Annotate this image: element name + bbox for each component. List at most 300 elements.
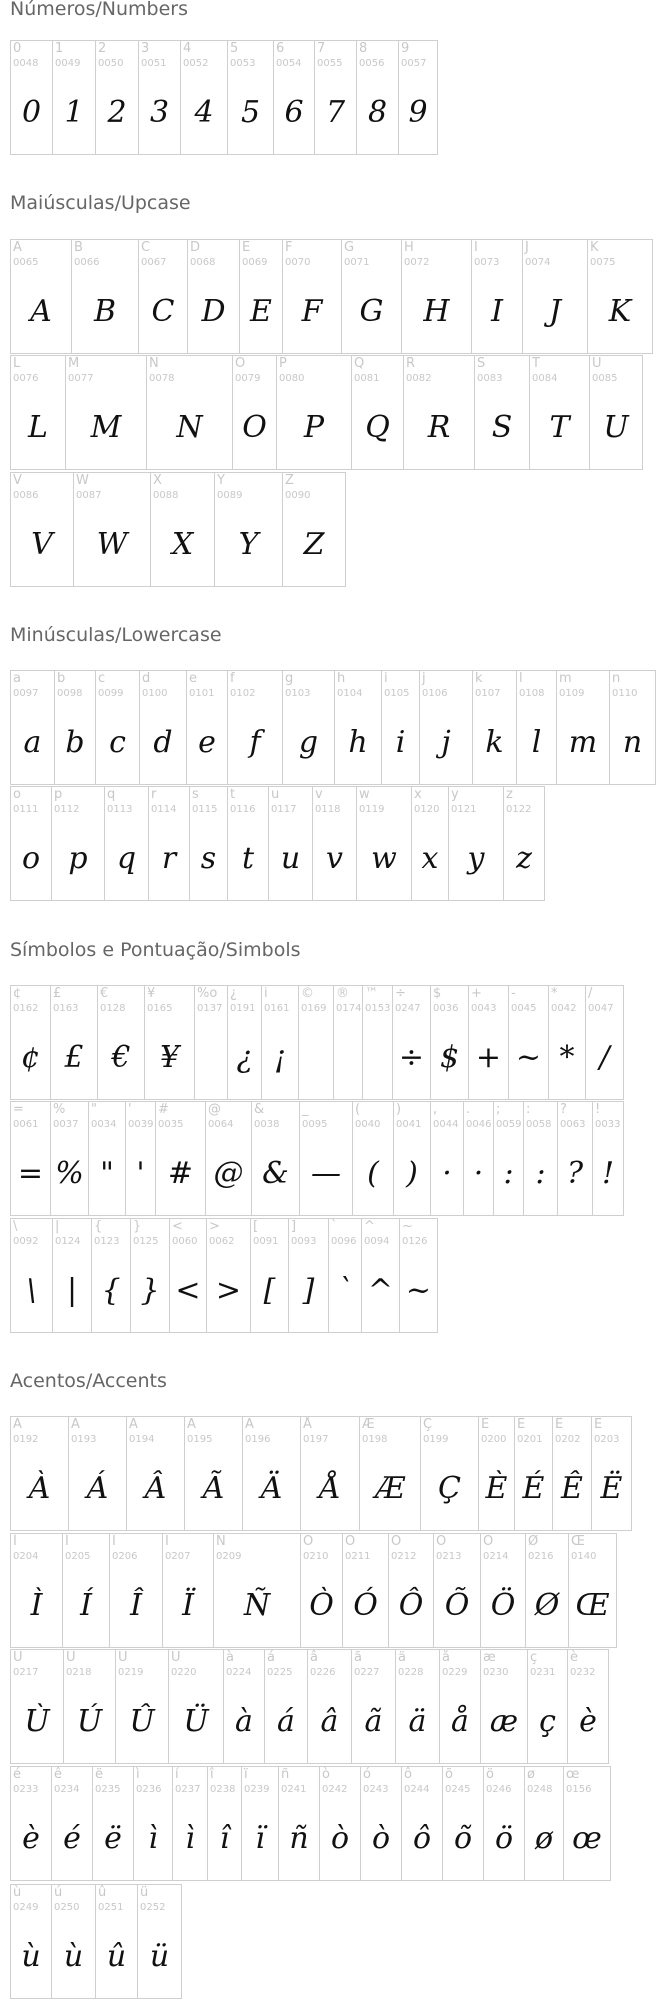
character-code: 0220: [171, 1667, 197, 1678]
glyph-preview: è: [579, 1704, 597, 1739]
glyph-cell: [557, 1101, 593, 1216]
character-label: Î: [112, 1534, 116, 1549]
glyph-preview: Û: [129, 1704, 155, 1739]
character-code: 0042: [551, 1003, 577, 1014]
glyph-cell: [361, 1218, 400, 1333]
glyph-preview: ¥: [159, 1040, 180, 1075]
character-label: Ñ: [216, 1534, 226, 1549]
glyph-cell: [10, 1533, 63, 1648]
character-label: ì: [136, 1767, 140, 1782]
character-code: 0035: [158, 1119, 184, 1130]
character-label: >: [209, 1219, 220, 1234]
glyph-cell: [585, 985, 624, 1100]
character-label: Á: [71, 1417, 80, 1432]
glyph-cell: [162, 1533, 214, 1648]
character-label: G: [344, 240, 355, 255]
glyph-cell: [232, 355, 277, 470]
glyph-preview: á: [277, 1704, 295, 1739]
character-label: €: [100, 986, 109, 1001]
character-code: 0199: [423, 1434, 449, 1445]
glyph-preview: 1: [64, 95, 84, 130]
character-code: 0090: [285, 490, 311, 501]
character-label: q: [107, 787, 116, 802]
character-code: 0053: [230, 58, 256, 69]
character-label: w: [359, 787, 370, 802]
glyph-preview: B: [93, 294, 117, 329]
glyph-preview: ù: [21, 1939, 41, 1974]
character-label: 2: [98, 41, 107, 56]
character-label: j: [422, 671, 426, 686]
glyph-cell: [319, 1766, 361, 1881]
character-label: ù: [13, 1885, 22, 1900]
glyph-preview: J: [548, 294, 562, 329]
glyph-preview: û: [106, 1939, 127, 1974]
character-code: 0071: [344, 257, 370, 268]
glyph-preview: Å: [319, 1471, 341, 1506]
glyph-preview: C: [151, 294, 175, 329]
glyph-preview: £: [64, 1040, 84, 1075]
character-label: ø: [527, 1767, 535, 1782]
glyph-preview: y: [467, 841, 485, 876]
character-code: 0162: [13, 1003, 39, 1014]
glyph-preview: ): [406, 1156, 418, 1191]
character-label: 7: [317, 41, 326, 56]
glyph-row: [10, 985, 623, 1100]
glyph-preview: Œ: [575, 1588, 610, 1623]
glyph-preview: Ñ: [243, 1588, 271, 1623]
glyph-preview: f: [249, 725, 261, 760]
character-label: i: [264, 986, 268, 1001]
glyph-preview: ?: [566, 1156, 584, 1191]
section-title: Maiúsculas/Upcase: [10, 192, 191, 214]
glyph-cell: [552, 1416, 592, 1531]
character-label: 6: [276, 41, 285, 56]
glyph-cell: [261, 985, 299, 1100]
glyph-cell: [10, 472, 74, 587]
character-label: Â: [129, 1417, 138, 1432]
character-label: f: [230, 671, 235, 686]
character-code: 0163: [53, 1003, 79, 1014]
character-code: 0036: [433, 1003, 459, 1014]
glyph-cell: [213, 1533, 301, 1648]
character-label: Ò: [303, 1534, 314, 1549]
glyph-preview: Ë: [600, 1471, 623, 1506]
character-label: V: [13, 473, 22, 488]
character-label: Ö: [483, 1534, 494, 1549]
glyph-preview: œ: [572, 1821, 602, 1856]
glyph-cell: [381, 670, 420, 785]
character-label: ü: [140, 1885, 149, 1900]
glyph-cell: [276, 355, 352, 470]
glyph-cell: [139, 670, 187, 785]
character-code: 0047: [588, 1003, 614, 1014]
character-label: #: [158, 1102, 169, 1117]
glyph-cell: [514, 1416, 553, 1531]
glyph-cell: [206, 1218, 251, 1333]
glyph-cell: [567, 1649, 609, 1764]
glyph-cell: [54, 670, 96, 785]
glyph-cell: [474, 355, 530, 470]
character-label: B: [74, 240, 83, 255]
glyph-cell: [395, 1649, 440, 1764]
character-label: i: [384, 671, 388, 686]
character-code: 0034: [91, 1119, 117, 1130]
character-label: [: [253, 1219, 259, 1234]
glyph-cell: [483, 1766, 525, 1881]
character-code: 0103: [285, 688, 311, 699]
glyph-cell: [503, 786, 545, 901]
glyph-cell: [65, 355, 147, 470]
glyph-cell: [493, 1101, 524, 1216]
glyph-cell: [548, 985, 586, 1100]
glyph-preview: ç: [539, 1704, 556, 1739]
section-title: Minúsculas/Lowercase: [10, 624, 222, 646]
character-label: s: [192, 787, 199, 802]
character-code: 0073: [474, 257, 500, 268]
character-code: 0048: [13, 58, 39, 69]
glyph-row: [10, 239, 652, 354]
character-label: ^: [364, 1219, 375, 1234]
glyph-preview: N: [176, 410, 203, 445]
glyph-row: [10, 786, 544, 901]
glyph-preview: [: [263, 1273, 276, 1308]
glyph-cell: [362, 985, 393, 1100]
character-label: ä: [398, 1650, 406, 1665]
character-label: y: [451, 787, 459, 802]
character-code: 0118: [315, 804, 341, 815]
character-label: ~: [402, 1219, 413, 1234]
glyph-preview: (: [367, 1156, 379, 1191]
glyph-preview: Ó: [353, 1588, 378, 1623]
glyph-preview: V: [31, 527, 53, 562]
character-code: 0059: [496, 1119, 522, 1130]
character-label: M: [68, 356, 80, 371]
glyph-cell: [227, 786, 269, 901]
character-label: Õ: [436, 1534, 447, 1549]
character-code: 0196: [245, 1434, 271, 1445]
character-label: H: [404, 240, 414, 255]
character-code: 0232: [570, 1667, 596, 1678]
character-label: ,: [433, 1102, 438, 1117]
character-label: m: [559, 671, 572, 686]
character-label: é: [13, 1767, 21, 1782]
glyph-preview: /: [599, 1040, 610, 1075]
glyph-preview: W: [96, 527, 128, 562]
character-label: C: [141, 240, 151, 255]
character-label: /: [588, 986, 593, 1001]
glyph-preview: *: [559, 1040, 575, 1075]
glyph-cell: [251, 1101, 300, 1216]
character-code: 0115: [192, 804, 218, 815]
character-label: õ: [445, 1767, 453, 1782]
character-code: 0049: [55, 58, 81, 69]
character-code: 0033: [595, 1119, 621, 1130]
character-code: 0214: [483, 1551, 509, 1562]
glyph-preview: Á: [86, 1471, 109, 1506]
glyph-preview: Í: [80, 1588, 92, 1623]
glyph-preview: &: [262, 1156, 289, 1191]
glyph-preview: ·: [442, 1156, 452, 1191]
character-code: 0117: [271, 804, 297, 815]
character-label: Q: [354, 356, 365, 371]
character-code: 0193: [71, 1434, 97, 1445]
character-label: ]: [291, 1219, 297, 1234]
glyph-cell: [442, 1766, 484, 1881]
character-code: 0244: [404, 1784, 430, 1795]
character-code: 0126: [402, 1236, 428, 1247]
glyph-preview: `: [337, 1273, 353, 1308]
glyph-preview: Ù: [24, 1704, 50, 1739]
glyph-cell: [282, 670, 335, 785]
glyph-preview: 0: [21, 95, 42, 130]
glyph-preview: u: [280, 841, 301, 876]
character-code: 0194: [129, 1434, 155, 1445]
glyph-preview: Y: [238, 527, 259, 562]
glyph-preview: ì: [148, 1821, 158, 1856]
character-code: 0107: [475, 688, 501, 699]
glyph-cell: [68, 1416, 127, 1531]
character-code: 0204: [13, 1551, 39, 1562]
glyph-cell: [10, 670, 55, 785]
character-code: 0125: [133, 1236, 159, 1247]
character-label: Ü: [171, 1650, 181, 1665]
character-label: 1: [55, 41, 64, 56]
character-code: 0192: [13, 1434, 39, 1445]
character-label: â: [310, 1650, 318, 1665]
character-label: Æ: [362, 1417, 375, 1432]
glyph-cell: [480, 1649, 528, 1764]
glyph-preview: 3: [149, 95, 170, 130]
character-code: 0153: [365, 1003, 391, 1014]
glyph-preview: h: [348, 725, 368, 760]
character-code: 0116: [230, 804, 256, 815]
character-label: ;: [496, 1102, 501, 1117]
glyph-cell: [468, 985, 509, 1100]
character-code: 0084: [532, 373, 558, 384]
glyph-cell: [10, 1884, 52, 1999]
glyph-preview: d: [153, 725, 173, 760]
character-code: 0224: [226, 1667, 252, 1678]
character-code: 0191: [230, 1003, 256, 1014]
glyph-cell: [307, 1649, 352, 1764]
character-code: 0106: [422, 688, 448, 699]
glyph-preview: M: [90, 410, 122, 445]
character-code: 0055: [317, 58, 343, 69]
character-code: 0216: [528, 1551, 554, 1562]
glyph-cell: [523, 1101, 558, 1216]
character-code: 0057: [401, 58, 427, 69]
character-code: 0195: [187, 1434, 213, 1445]
glyph-preview: X: [171, 527, 194, 562]
glyph-cell: [591, 1416, 632, 1531]
glyph-cell: [52, 1218, 92, 1333]
glyph-preview: —: [311, 1156, 341, 1191]
character-label: r: [151, 787, 157, 802]
glyph-preview: 8: [367, 95, 388, 130]
glyph-cell: [184, 1416, 243, 1531]
glyph-preview: ñ: [289, 1821, 309, 1856]
glyph-cell: [472, 670, 517, 785]
glyph-cell: [92, 1766, 134, 1881]
character-code: 0083: [477, 373, 503, 384]
character-code: 0238: [210, 1784, 236, 1795]
glyph-cell: [51, 1884, 96, 1999]
glyph-cell: [356, 786, 412, 901]
character-label: :: [526, 1102, 531, 1117]
glyph-cell: [388, 1533, 434, 1648]
glyph-preview: %: [55, 1156, 84, 1191]
glyph-preview: p: [68, 841, 88, 876]
character-code: 0246: [486, 1784, 512, 1795]
character-code: 0091: [253, 1236, 279, 1247]
glyph-cell: [439, 1649, 481, 1764]
character-label: î: [210, 1767, 214, 1782]
character-label: -: [511, 986, 516, 1001]
glyph-cell: [10, 1101, 51, 1216]
character-code: 0077: [68, 373, 94, 384]
glyph-cell: [527, 1649, 568, 1764]
character-code: 0205: [65, 1551, 91, 1562]
glyph-cell: [463, 1101, 494, 1216]
character-code: 0078: [149, 373, 175, 384]
glyph-preview: Q: [365, 410, 390, 445]
glyph-preview: t: [241, 841, 255, 876]
glyph-cell: [10, 40, 53, 155]
character-code: 0040: [355, 1119, 381, 1130]
character-code: 0123: [94, 1236, 120, 1247]
glyph-preview: $: [439, 1040, 460, 1075]
glyph-preview: æ: [489, 1704, 519, 1739]
character-code: 0101: [189, 688, 215, 699]
glyph-cell: [419, 670, 473, 785]
character-label: Ì: [13, 1534, 17, 1549]
character-code: 0108: [519, 688, 545, 699]
glyph-cell: [137, 1884, 182, 1999]
glyph-cell: [62, 1533, 110, 1648]
character-code: 0094: [364, 1236, 390, 1247]
character-label: ©: [301, 986, 314, 1001]
glyph-cell: [334, 670, 382, 785]
glyph-row: [10, 40, 437, 155]
glyph-preview: [334, 1030, 362, 1090]
character-code: 0203: [594, 1434, 620, 1445]
glyph-cell: [50, 1101, 89, 1216]
character-code: 0061: [13, 1119, 39, 1130]
glyph-cell: [125, 1101, 156, 1216]
character-code: 0225: [267, 1667, 293, 1678]
glyph-cell: [312, 786, 357, 901]
character-label: J: [525, 240, 529, 255]
glyph-preview: 7: [325, 95, 346, 130]
character-label: %o: [197, 986, 218, 1001]
glyph-preview: ': [136, 1156, 145, 1191]
character-label: 4: [183, 41, 192, 56]
character-label: ?: [560, 1102, 567, 1117]
character-label: ): [396, 1102, 402, 1117]
character-code: 0088: [153, 490, 179, 501]
character-label: å: [442, 1650, 450, 1665]
character-label: L: [13, 356, 21, 371]
character-label: p: [54, 787, 63, 802]
character-label: Ã: [187, 1417, 196, 1432]
glyph-cell: [529, 355, 590, 470]
glyph-preview: ¿: [236, 1040, 253, 1075]
glyph-cell: [227, 40, 274, 155]
glyph-preview: [363, 1030, 392, 1090]
glyph-preview: Ê: [561, 1471, 583, 1506]
glyph-cell: [10, 1766, 52, 1881]
glyph-cell: [471, 239, 523, 354]
character-label: <: [172, 1219, 183, 1234]
character-code: 0058: [526, 1119, 552, 1130]
glyph-preview: F: [301, 294, 323, 329]
glyph-cell: [433, 1533, 481, 1648]
character-label: Ê: [555, 1417, 564, 1432]
glyph-cell: [109, 1533, 163, 1648]
glyph-cell: [393, 1101, 431, 1216]
glyph-cell: [401, 239, 472, 354]
glyph-preview: 4: [194, 95, 214, 130]
glyph-cell: [187, 239, 240, 354]
glyph-preview: g: [298, 725, 319, 760]
character-label: |: [55, 1219, 60, 1234]
character-code: 0114: [151, 804, 177, 815]
glyph-cell: [609, 670, 656, 785]
glyph-cell: [430, 985, 469, 1100]
character-label: ú: [54, 1885, 63, 1900]
character-label: +: [471, 986, 482, 1001]
character-code: 0128: [100, 1003, 126, 1014]
glyph-preview: U: [603, 410, 629, 445]
glyph-preview: €: [111, 1040, 131, 1075]
glyph-cell: [194, 985, 228, 1100]
character-label: ò: [322, 1767, 330, 1782]
glyph-cell: [95, 40, 139, 155]
glyph-preview: ^: [367, 1273, 394, 1308]
character-code: 0201: [517, 1434, 543, 1445]
glyph-preview: K: [608, 294, 632, 329]
glyph-preview: ô: [412, 1821, 432, 1856]
glyph-cell: [589, 355, 643, 470]
character-code: 0231: [530, 1667, 556, 1678]
character-code: 0207: [165, 1551, 191, 1562]
character-code: 0210: [303, 1551, 329, 1562]
character-label: u: [271, 787, 280, 802]
glyph-cell: [298, 985, 334, 1100]
character-label: ö: [486, 1767, 494, 1782]
character-label: X: [153, 473, 162, 488]
glyph-preview: ù: [63, 1939, 84, 1974]
character-code: 0234: [54, 1784, 80, 1795]
character-code: 0109: [559, 688, 585, 699]
glyph-preview: â: [320, 1704, 339, 1739]
character-code: 0248: [527, 1784, 553, 1795]
glyph-row: [10, 1533, 616, 1648]
glyph-cell: [516, 670, 557, 785]
character-code: 0076: [13, 373, 39, 384]
glyph-preview: ã: [364, 1704, 383, 1739]
glyph-cell: [356, 40, 399, 155]
glyph-cell: [403, 355, 475, 470]
character-code: 0087: [76, 490, 102, 501]
character-code: 0252: [140, 1902, 166, 1913]
character-code: 0095: [302, 1119, 328, 1130]
glyph-cell: [351, 355, 404, 470]
glyph-cell: [522, 239, 588, 354]
character-label: e: [189, 671, 197, 686]
character-label: Ó: [345, 1534, 356, 1549]
glyph-preview: <: [175, 1273, 201, 1308]
